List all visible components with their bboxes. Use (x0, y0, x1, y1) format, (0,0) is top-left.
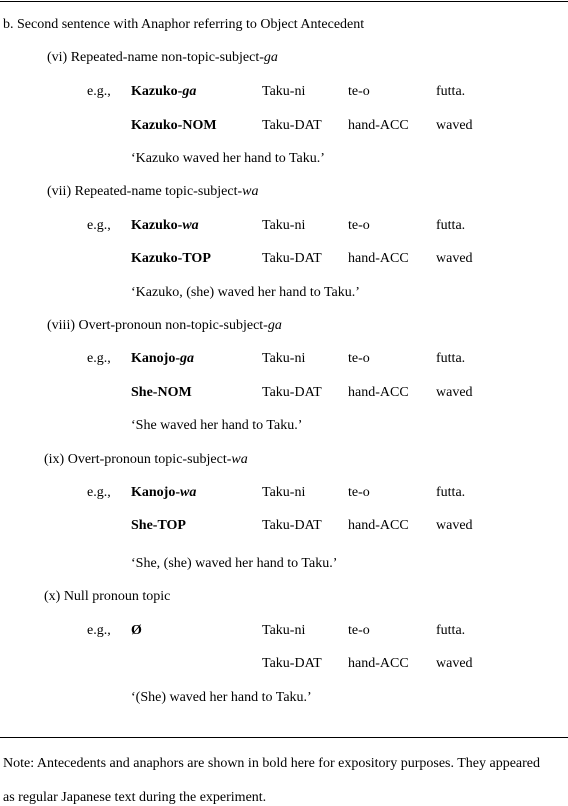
accusative-word: te-o (348, 351, 370, 366)
gloss-subject (131, 118, 217, 134)
gloss-accusative (348, 518, 409, 534)
gloss-dative-case: DAT (294, 656, 322, 671)
dative-word: Taku-ni (262, 218, 306, 233)
gloss-subject (131, 251, 211, 267)
dative-word: Taku-ni (262, 623, 306, 638)
antecedent-subject (131, 351, 194, 367)
gloss-dative-case: DAT (294, 118, 322, 133)
eg-marker: e.g., (87, 623, 111, 638)
accusative-word: te-o (348, 218, 370, 233)
condition-label (44, 589, 170, 605)
gloss-dative (262, 251, 322, 267)
gloss-dative-base: Taku- (262, 118, 295, 133)
gloss-dative-case: DAT (294, 251, 322, 266)
condition-particle: ga (263, 50, 278, 65)
gloss-dative (262, 518, 322, 534)
bottom-rule (0, 737, 568, 738)
condition-label-text: (x) Null pronoun topic (44, 589, 171, 604)
translation: ‘She, (she) waved her hand to Taku.’ (131, 556, 338, 571)
eg-marker: e.g., (87, 351, 111, 366)
verb-word: futta. (436, 485, 466, 500)
gloss-subject-base: She- (131, 385, 158, 400)
subject-word: Ø (131, 623, 142, 638)
gloss-dative-base: Taku- (262, 251, 295, 266)
gloss-case: NOM (182, 118, 217, 133)
subject-particle: ga (180, 351, 194, 366)
condition-label (47, 318, 282, 334)
gloss-verb: waved (436, 518, 473, 533)
condition-particle: wa (242, 184, 259, 199)
note-line-1: Note: Antecedents and anaphors are shown in bold here for expository purposes. They appeared (3, 756, 541, 771)
gloss-subject-base: She- (131, 518, 158, 533)
gloss-accusative (348, 118, 409, 134)
gloss-accusative-base: hand- (348, 385, 380, 400)
condition-label-text: (vii) Repeated-name topic-subject- (47, 184, 243, 199)
condition-particle: ga (267, 318, 282, 333)
accusative-word: te-o (348, 623, 370, 638)
subject-particle: wa (182, 218, 199, 233)
condition-label-text: (ix) Overt-pronoun topic-subject- (44, 452, 232, 467)
gloss-dative-base: Taku- (262, 518, 295, 533)
gloss-accusative-case: ACC (379, 656, 409, 671)
verb-word: futta. (436, 623, 466, 638)
gloss-dative (262, 656, 322, 672)
gloss-accusative-case: ACC (379, 251, 409, 266)
gloss-dative (262, 118, 322, 134)
gloss-subject-base: Kazuko- (131, 118, 183, 133)
section-heading: b. Second sentence with Anaphor referring to Object Antecedent (3, 17, 365, 32)
gloss-accusative (348, 251, 409, 267)
condition-label (47, 184, 258, 200)
verb-word: futta. (436, 218, 466, 233)
gloss-dative-case: DAT (294, 385, 322, 400)
subject-word: Kazuko- (131, 84, 183, 99)
gloss-dative (262, 385, 322, 401)
condition-label-text: (vi) Repeated-name non-topic-subject- (47, 50, 264, 65)
condition-label (44, 452, 248, 468)
gloss-dative-base: Taku- (262, 385, 295, 400)
condition-particle: wa (231, 452, 248, 467)
subject-word: Kanojo- (131, 351, 180, 366)
gloss-accusative-base: hand- (348, 118, 380, 133)
gloss-accusative-base: hand- (348, 656, 380, 671)
antecedent-subject (131, 218, 199, 234)
subject-particle: ga (182, 84, 197, 99)
accusative-word: te-o (348, 84, 370, 99)
note-line-2: as regular Japanese text during the experiment. (3, 790, 267, 805)
gloss-accusative-base: hand- (348, 251, 380, 266)
translation: ‘She waved her hand to Taku.’ (131, 418, 303, 433)
dative-word: Taku-ni (262, 84, 306, 99)
translation: ‘Kazuko waved her hand to Taku.’ (131, 151, 325, 166)
dative-word: Taku-ni (262, 485, 306, 500)
gloss-accusative-case: ACC (379, 385, 409, 400)
gloss-verb: waved (436, 118, 473, 133)
subject-particle: wa (180, 485, 197, 500)
gloss-verb: waved (436, 251, 473, 266)
antecedent-subject (131, 84, 196, 100)
top-rule (0, 1, 568, 2)
gloss-case: TOP (157, 518, 186, 533)
verb-word: futta. (436, 84, 466, 99)
subject-word: Kazuko- (131, 218, 183, 233)
translation: ‘Kazuko, (she) waved her hand to Taku.’ (131, 285, 360, 300)
condition-label-text: (viii) Overt-pronoun non-topic-subject- (47, 318, 268, 333)
gloss-subject (131, 385, 192, 401)
gloss-subject-base: Kazuko- (131, 251, 183, 266)
eg-marker: e.g., (87, 485, 111, 500)
gloss-case: NOM (157, 385, 192, 400)
gloss-verb: waved (436, 385, 473, 400)
translation: ‘(She) waved her hand to Taku.’ (131, 690, 312, 705)
gloss-dative-base: Taku- (262, 656, 295, 671)
eg-marker: e.g., (87, 84, 111, 99)
gloss-dative-case: DAT (294, 518, 322, 533)
antecedent-subject (131, 485, 196, 501)
gloss-accusative (348, 656, 409, 672)
eg-marker: e.g., (87, 218, 111, 233)
accusative-word: te-o (348, 485, 370, 500)
gloss-accusative-case: ACC (379, 118, 409, 133)
gloss-verb: waved (436, 656, 473, 671)
gloss-case: TOP (182, 251, 211, 266)
gloss-accusative-base: hand- (348, 518, 380, 533)
condition-label (47, 50, 278, 66)
antecedent-subject (131, 623, 142, 639)
subject-word: Kanojo- (131, 485, 180, 500)
gloss-subject (131, 518, 186, 534)
verb-word: futta. (436, 351, 466, 366)
gloss-accusative-case: ACC (379, 518, 409, 533)
dative-word: Taku-ni (262, 351, 306, 366)
gloss-accusative (348, 385, 409, 401)
